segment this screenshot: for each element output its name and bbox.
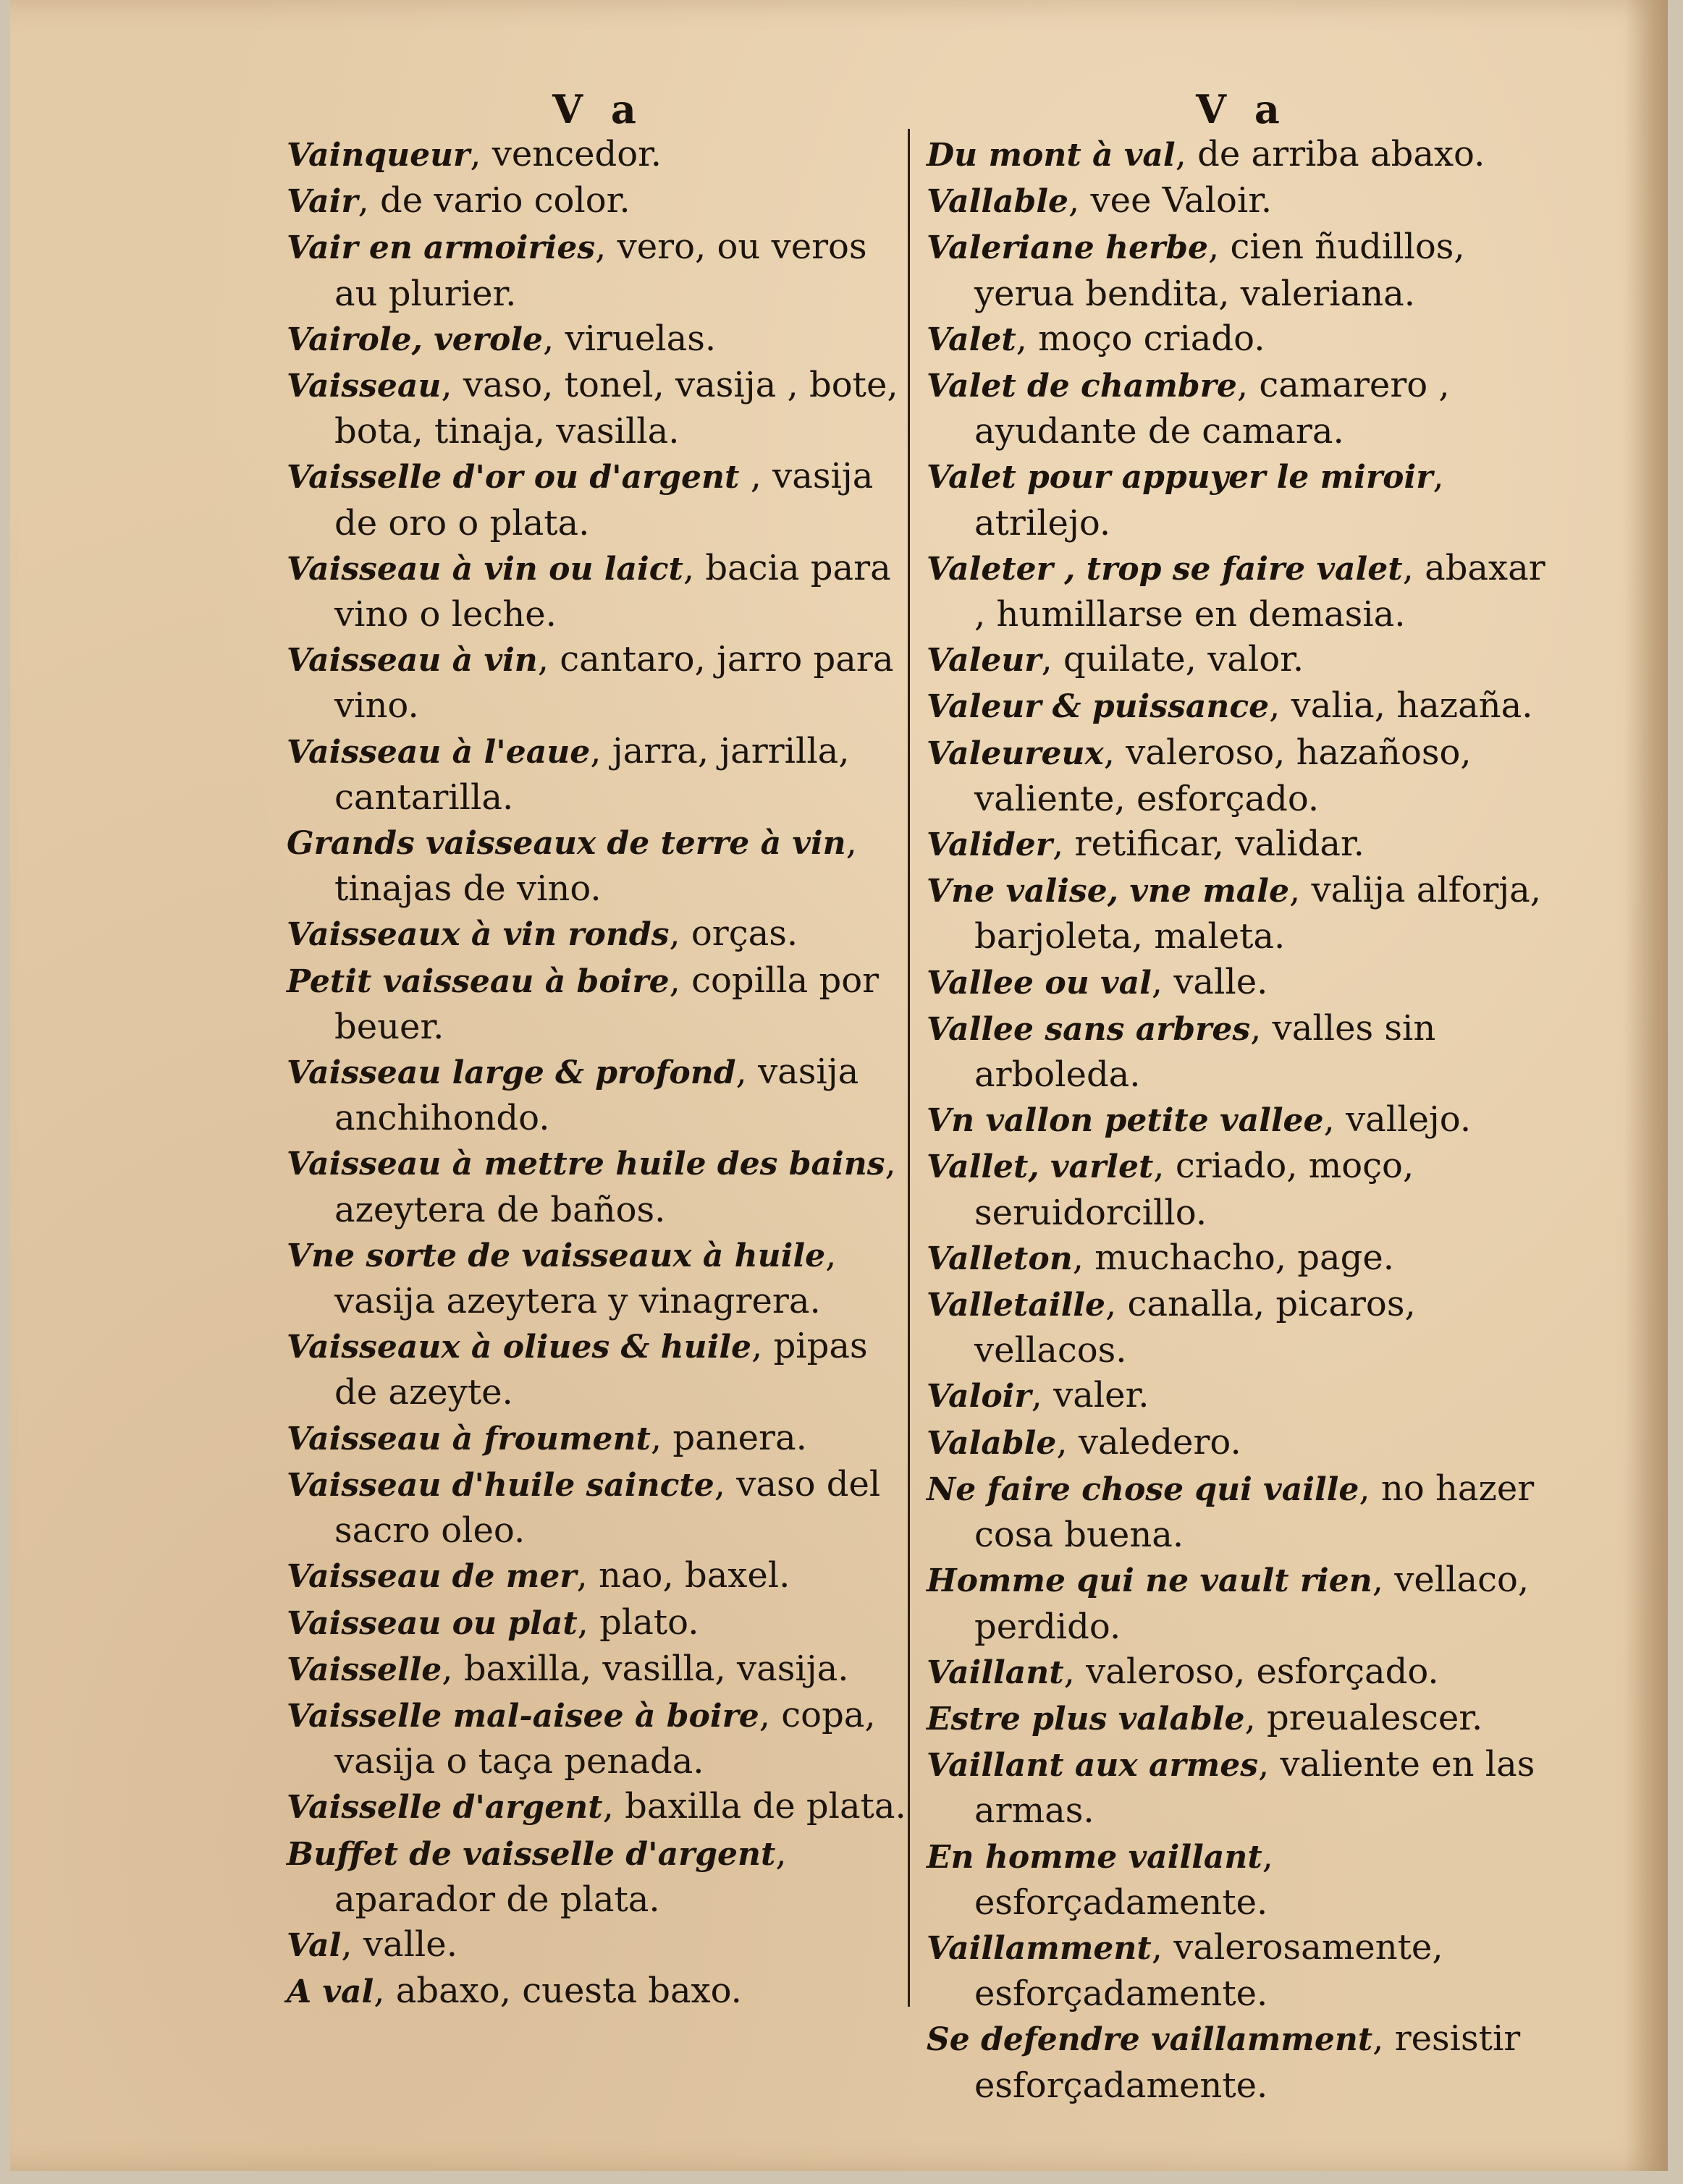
dictionary-entry (927, 1696, 1556, 1742)
entry-headword: Se defendre vaillamment (927, 2021, 1373, 2059)
entry-headword: Buffet de vaisselle d'argent (287, 1835, 776, 1873)
dictionary-entry (927, 1373, 1556, 1419)
entry-translation: , jarra, jarrilla, cantarilla. (334, 730, 850, 818)
entry-headword: Val (287, 1926, 342, 1964)
entry-headword: Vaisselle d'argent (287, 1789, 603, 1827)
entry-translation: , valedero. (1056, 1421, 1241, 1463)
entry-translation: , resistir esforçadamente. (974, 2018, 1521, 2106)
dictionary-entry (927, 1097, 1556, 1143)
entry-headword: Vne sorte de vaisseaux à huile (287, 1237, 826, 1274)
entry-translation: , baxilla de plata. (602, 1786, 906, 1827)
dictionary-entry (927, 1649, 1556, 1696)
dictionary-entry (287, 1831, 909, 1922)
dictionary-entry (927, 363, 1556, 454)
dictionary-entry (287, 729, 909, 820)
entry-translation: , vasija de oro o plata. (334, 456, 874, 543)
dictionary-entry (287, 546, 909, 637)
entry-headword: Estre plus valable (927, 1700, 1245, 1738)
entry-headword: Vair (287, 183, 358, 221)
entry-headword: Vaillant (927, 1654, 1064, 1691)
right-column-header: V a (1196, 86, 1287, 132)
entry-translation: , criado, moço, seruidorcillo. (974, 1146, 1414, 1233)
dictionary-entry (287, 958, 909, 1049)
entry-headword: Vaisseaux à vin ronds (287, 916, 670, 954)
entry-translation: , valija alforja, barjoleta, maleta. (974, 870, 1542, 957)
entry-translation: , esforçadamente. (974, 1835, 1273, 1923)
entry-translation: , retificar, validar. (1052, 824, 1364, 865)
column-divider (908, 129, 910, 2007)
entry-headword: Vaisseau de mer (287, 1558, 577, 1596)
entry-translation: , bacia para vino o leche. (334, 547, 891, 635)
entry-translation: , valle. (1151, 961, 1268, 1002)
dictionary-entry (927, 454, 1556, 545)
entry-translation: , copilla por beuer. (334, 960, 880, 1047)
entry-headword: Vallet, varlet (927, 1148, 1154, 1186)
dictionary-entry (287, 637, 909, 728)
entry-translation: , plato. (577, 1601, 699, 1643)
entry-headword: Valet pour appuyer le miroir (927, 459, 1433, 496)
entry-translation: , nao, baxel. (576, 1555, 790, 1596)
dictionary-entry (287, 1049, 909, 1140)
entry-translation: , vasija anchihondo. (334, 1051, 859, 1139)
right-entries (927, 132, 1556, 2108)
entry-headword: Vaisseau à mettre huile des bains (287, 1146, 885, 1183)
dictionary-entry (927, 316, 1556, 363)
entry-translation: , valiente en las armas. (974, 1744, 1535, 1832)
entry-headword: Vaisselle d'or ou d'argent (287, 459, 740, 496)
dictionary-entry (287, 454, 909, 545)
dictionary-entry (287, 316, 909, 363)
entry-headword: Grands vaisseaux de terre à vin (287, 825, 846, 863)
entry-translation: , valeroso, esforçado. (1063, 1651, 1439, 1692)
entry-translation: , viruelas. (543, 318, 717, 359)
entry-headword: Valider (927, 826, 1053, 864)
entry-headword: Vaillamment (927, 1929, 1152, 1967)
entry-headword: A val (287, 1973, 374, 2011)
entry-headword: Vaisseau à froument (287, 1420, 651, 1457)
entry-translation: , de vario color. (358, 180, 630, 221)
entry-translation: , valeroso, hazañoso, valiente, esforçado. (974, 732, 1472, 819)
entry-headword: Valeur & puissance (927, 688, 1270, 726)
dictionary-entry (287, 1693, 909, 1784)
entry-translation: , azeytera de baños. (334, 1143, 896, 1230)
entry-translation: , orças. (669, 913, 798, 955)
entry-headword: Vaisselle mal-aisee à boire (287, 1697, 759, 1735)
entry-headword: Homme qui ne vault rien (927, 1562, 1372, 1600)
entry-translation: , cien ñudillos, yerua bendita, valeriana. (974, 227, 1465, 314)
dictionary-entry (287, 224, 909, 316)
dictionary-entry (927, 1235, 1556, 1282)
entry-translation: , valer. (1031, 1375, 1150, 1416)
dictionary-entry (287, 1968, 909, 2015)
entry-headword: Vn vallon petite vallee (927, 1102, 1324, 1140)
entry-translation: , quilate, valor. (1041, 639, 1304, 680)
entry-translation: , abaxar , humillarse en demasia. (974, 547, 1545, 635)
entry-translation: , canalla, picaros, vellacos. (974, 1284, 1416, 1371)
left-column (287, 87, 909, 2015)
entry-headword: Vaisseaux à oliues & huile (287, 1329, 752, 1366)
page-edge-shadow (1624, 0, 1668, 2171)
entry-translation: , camarero , ayudante de camara. (974, 365, 1450, 452)
dictionary-entry (287, 1462, 909, 1553)
dictionary-entry (287, 820, 909, 911)
dictionary-entry (287, 363, 909, 454)
entry-headword: Petit vaisseau à boire (287, 962, 670, 1000)
dictionary-entry (927, 960, 1556, 1006)
dictionary-entry (927, 1006, 1556, 1097)
dictionary-entry (287, 1324, 909, 1415)
entry-translation: , vencedor. (470, 134, 662, 174)
dictionary-entry (927, 1420, 1556, 1466)
entry-translation: , moço criado. (1016, 318, 1265, 359)
dictionary-entry (927, 1925, 1556, 2016)
right-column (927, 87, 1556, 2108)
dictionary-entry (927, 1282, 1556, 1373)
entry-translation: , copa, vasija o taça penada. (334, 1694, 876, 1782)
entry-translation: , tinajas de vino. (334, 822, 857, 910)
entry-translation: , de arriba abaxo. (1175, 134, 1485, 174)
entry-headword: En homme vaillant (927, 1838, 1262, 1876)
entry-headword: Valeriane herbe (927, 229, 1208, 267)
dictionary-entry (287, 1232, 909, 1324)
dictionary-entry (927, 178, 1556, 224)
dictionary-entry (287, 1140, 909, 1232)
entry-translation: , pipas de azeyte. (334, 1326, 868, 1413)
dictionary-entry (927, 546, 1556, 637)
entry-headword: Vainqueur (287, 137, 471, 174)
entry-headword: Vaisseau ou plat (287, 1604, 578, 1642)
entry-translation: , vaso, tonel, vasija , bote, bota, tinaja, vasilla. (334, 365, 898, 452)
entry-headword: Vaisseau (287, 368, 442, 405)
dictionary-entry (927, 1557, 1556, 1648)
entry-translation: , aparador de plata. (334, 1832, 787, 1920)
left-entries (287, 132, 909, 2015)
entry-headword: Valeur (927, 642, 1042, 680)
dictionary-entry (927, 2016, 1556, 2107)
dictionary-entry (287, 1600, 909, 1646)
dictionary-entry (927, 637, 1556, 683)
entry-headword: Vaisseau large & profond (287, 1054, 736, 1092)
entry-headword: Vairole, verole (287, 321, 543, 358)
entry-translation: , vellaco, perdido. (974, 1559, 1530, 1647)
entry-headword: Du mont à val (927, 137, 1176, 174)
entry-translation: , valles sin arboleda. (974, 1007, 1436, 1096)
dictionary-entry (927, 224, 1556, 316)
entry-translation: , panera. (650, 1417, 807, 1458)
entry-headword: Vallee sans arbres (927, 1010, 1251, 1048)
dictionary-entry (927, 868, 1556, 959)
dictionary-entry (287, 1784, 909, 1830)
dictionary-entry (927, 1834, 1556, 1925)
entry-translation: , vallejo. (1323, 1099, 1472, 1140)
dictionary-entry (927, 821, 1556, 868)
entry-headword: Vair en armoiries (287, 229, 596, 267)
dictionary-entry (927, 730, 1556, 821)
entry-translation: , preualescer. (1244, 1697, 1483, 1738)
dictionary-entry (287, 1415, 909, 1462)
entry-translation: , vero, ou veros au plurier. (334, 227, 867, 314)
entry-translation: , valia, hazaña. (1269, 685, 1533, 727)
dictionary-entry (287, 911, 909, 957)
entry-translation: , muchacho, page. (1072, 1237, 1395, 1278)
entry-translation: , vee Valoir. (1068, 180, 1273, 221)
entry-translation: , atrilejo. (974, 456, 1444, 543)
entry-headword: Valoir (927, 1378, 1032, 1415)
dictionary-entry (287, 132, 909, 178)
entry-translation: , valerosamente, esforçadamente. (974, 1926, 1443, 2015)
entry-headword: Valet de chambre (927, 368, 1237, 405)
entry-headword: Ne faire chose qui vaille (927, 1470, 1359, 1508)
entry-headword: Vne valise, vne male (927, 873, 1289, 910)
dictionary-entry (287, 1553, 909, 1599)
entry-headword: Vallee ou val (927, 964, 1152, 1002)
dictionary-entry (927, 1466, 1556, 1557)
entry-headword: Valeter , trop se faire valet (927, 550, 1403, 588)
entry-headword: Vaisseau à vin (287, 642, 538, 680)
dictionary-entry (287, 1646, 909, 1693)
entry-headword: Vaillant aux armes (927, 1747, 1258, 1785)
entry-headword: Valletaille (927, 1287, 1106, 1324)
entry-translation: , no hazer cosa buena. (974, 1468, 1535, 1556)
dictionary-entry (927, 1143, 1556, 1235)
entry-headword: Valleton (927, 1240, 1073, 1277)
dictionary-entry (927, 132, 1556, 178)
dictionary-entry (287, 1922, 909, 1968)
dictionary-entry (927, 1742, 1556, 1833)
entry-headword: Valable (927, 1424, 1057, 1462)
entry-headword: Valet (927, 321, 1016, 358)
entry-translation: , valle. (341, 1923, 457, 1965)
dictionary-entry (287, 178, 909, 224)
entry-translation: , vasija azeytera y vinagrera. (334, 1234, 837, 1322)
entry-headword: Vaisseau à l'eaue (287, 733, 591, 771)
entry-headword: Vaisselle (287, 1651, 442, 1688)
entry-translation: , vaso del sacro oleo. (334, 1463, 881, 1552)
entry-headword: Vaisseau à vin ou laict (287, 550, 683, 588)
entry-translation: , cantaro, jarro para vino. (334, 639, 894, 727)
entry-headword: Vallable (927, 183, 1069, 221)
dictionary-entry (927, 683, 1556, 729)
entry-translation: , baxilla, vasilla, vasija. (442, 1648, 849, 1689)
entry-headword: Valeureux (927, 735, 1104, 772)
left-column-header: V a (552, 86, 644, 132)
entry-headword: Vaisseau d'huile saincte (287, 1466, 714, 1504)
entry-translation: , abaxo, cuesta baxo. (374, 1971, 742, 2012)
